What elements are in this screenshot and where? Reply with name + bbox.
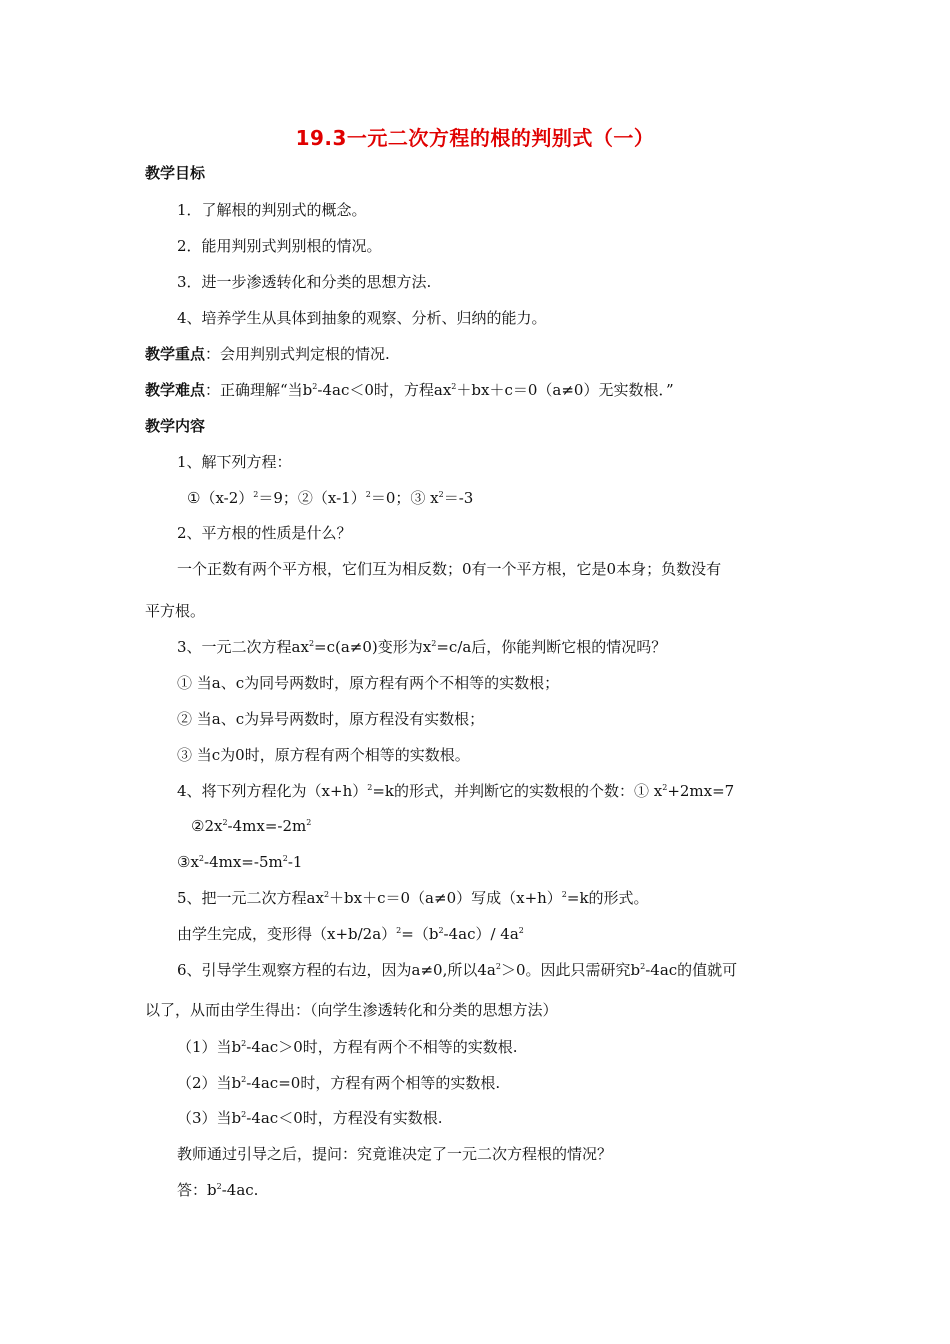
key-point-label: 教学重点 [145, 345, 206, 363]
text-run: ＋bx＋c＝0（a≠0）写成（x+h） [329, 889, 562, 907]
text-run: =c(a≠0)变形为x [314, 638, 432, 656]
question-4-eq3 [177, 852, 302, 872]
question-6 [177, 960, 737, 980]
content-heading: 教学内容 [145, 417, 206, 435]
text-run: -4ac＞0时，方程有两个不相等的实数根. [246, 1038, 518, 1056]
case-1 [177, 1037, 518, 1057]
text-run: ＞0。因此只需研究b [500, 961, 641, 979]
question-3 [177, 637, 666, 657]
text-run: （2）当b [177, 1074, 242, 1092]
superscript: 2 [241, 1075, 247, 1084]
page-title: 19.3一元二次方程的根的判别式（一） [295, 126, 655, 150]
superscript: 2 [518, 926, 524, 935]
superscript: 2 [431, 639, 437, 648]
text-run: =c/a后，你能判断它根的情况吗？ [436, 638, 667, 656]
difficulty [145, 380, 674, 400]
text-run: ①（x-2） [187, 489, 254, 507]
question-3-case: ③ 当c为0时，原方程有两个相等的实数根。 [177, 746, 470, 764]
text-run: -4ac＜0时，方程ax [317, 381, 452, 399]
text-run: ③x [177, 853, 199, 871]
text-run: =（b [401, 925, 439, 943]
question-2-answer-cont: 平方根。 [145, 602, 206, 620]
question-2: 2、平方根的性质是什么？ [177, 524, 352, 542]
text-run: ＝-3 [443, 489, 474, 507]
goal-item: 3．进一步渗透转化和分类的思想方法. [177, 273, 432, 291]
superscript: 2 [367, 783, 373, 792]
superscript: 2 [222, 818, 228, 827]
text-run: -4ac. [221, 1181, 259, 1199]
text-run: ＋bx＋c＝0（a≠0）无实数根．” [456, 381, 674, 399]
question-3-case: ① 当a、c为同号两数时，原方程有两个不相等的实数根； [177, 674, 560, 692]
text-run: 4、将下列方程化为（x+h） [177, 782, 368, 800]
text-run: -4mx=-5m [204, 853, 283, 871]
case-2 [177, 1073, 500, 1093]
question-4-eq2 [191, 816, 311, 836]
text-run: -4ac的值就可 [645, 961, 738, 979]
text-run: 5、把一元二次方程ax [177, 889, 324, 907]
superscript: 2 [438, 926, 444, 935]
superscript: 2 [216, 1182, 222, 1191]
superscript: 2 [198, 854, 205, 863]
superscript: 2 [451, 382, 457, 391]
text-run: -4ac=0时，方程有两个相等的实数根. [246, 1074, 501, 1092]
case-3 [177, 1108, 443, 1128]
goals-heading: 教学目标 [145, 164, 206, 182]
question-5-answer [177, 924, 524, 944]
goal-item: 4、培养学生从具体到抽象的观察、分析、归纳的能力。 [177, 309, 547, 327]
question-4 [177, 781, 734, 801]
text-run: -4mx=-2m [227, 817, 307, 835]
goal-item: 2．能用判别式判别根的情况。 [177, 237, 382, 255]
superscript: 2 [396, 926, 402, 935]
text-run: +2mx=7 [667, 782, 735, 800]
superscript: 2 [282, 854, 288, 863]
superscript: 2 [662, 783, 668, 792]
text-run: ②2x [191, 817, 223, 835]
text-run: -4ac）/ 4a [443, 925, 519, 943]
text-run: （1）当b [177, 1038, 242, 1056]
text-run: 由学生完成，变形得（x+b/2a） [177, 925, 397, 943]
key-point-text: ：会用判别式判定根的情况. [205, 345, 390, 363]
teacher-question: 教师通过引导之后，提问：究竟谁决定了一元二次方程根的情况？ [177, 1145, 613, 1163]
answer [177, 1180, 258, 1200]
key-point [145, 344, 390, 364]
superscript: 2 [640, 962, 646, 971]
question-1-equations [187, 488, 473, 508]
superscript: 2 [241, 1110, 247, 1119]
question-2-answer: 一个正数有两个平方根，它们互为相反数；0有一个平方根，它是0本身；负数没有 [177, 560, 722, 578]
superscript: 2 [438, 490, 444, 499]
goal-item: 1．了解根的判别式的概念。 [177, 201, 367, 219]
text-run: 3、一元二次方程ax [177, 638, 309, 656]
superscript: 2 [365, 490, 371, 499]
superscript: 2 [495, 962, 501, 971]
superscript: 2 [306, 818, 312, 827]
text-run: -1 [287, 853, 303, 871]
text-run: -4ac＜0时，方程没有实数根. [246, 1109, 443, 1127]
question-1: 1、解下列方程： [177, 453, 292, 471]
text-run: 答：b [177, 1181, 217, 1199]
text-run: =k的形式。 [566, 889, 649, 907]
difficulty-label: 教学难点 [145, 381, 206, 399]
superscript: 2 [323, 890, 330, 899]
text-run: （3）当b [177, 1109, 242, 1127]
question-6-cont: 以了，从而由学生得出：（向学生渗透转化和分类的思想方法） [145, 1001, 558, 1019]
text-run: ：正确理解“当b [205, 381, 313, 399]
superscript: 2 [308, 639, 315, 648]
superscript: 2 [312, 382, 318, 391]
text-run: 6、引导学生观察方程的右边，因为a≠0,所以4a [177, 961, 496, 979]
question-5 [177, 888, 649, 908]
superscript: 2 [561, 890, 567, 899]
text-run: ＝9；②（x-1） [258, 489, 366, 507]
superscript: 2 [253, 490, 259, 499]
question-3-case: ② 当a、c为异号两数时，原方程没有实数根； [177, 710, 485, 728]
text-run: =k的形式，并判断它的实数根的个数：① x [372, 782, 663, 800]
text-run: ＝0；③ x [370, 489, 439, 507]
superscript: 2 [241, 1039, 247, 1048]
